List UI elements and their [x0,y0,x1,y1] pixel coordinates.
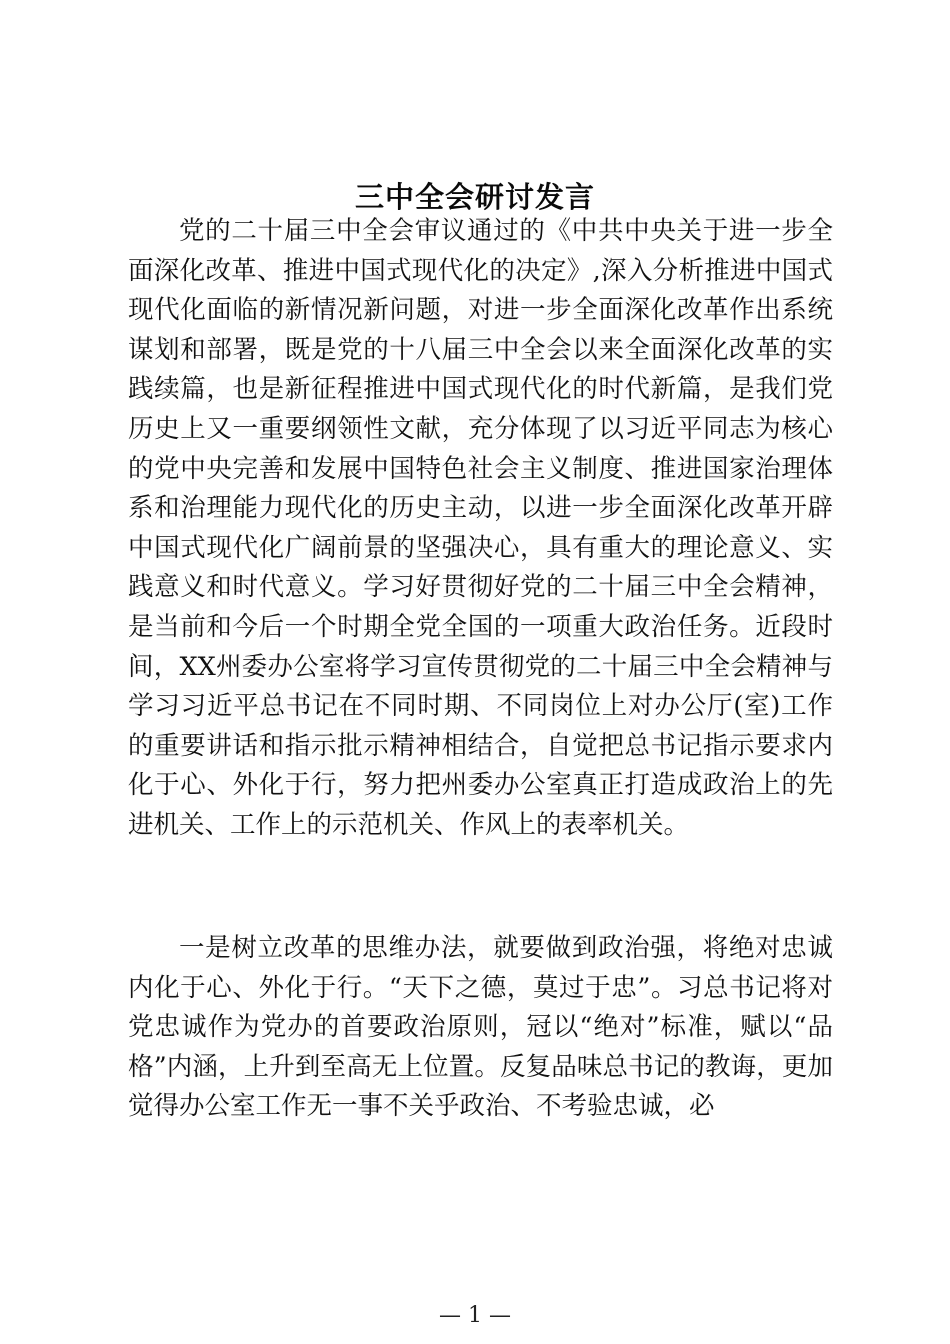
document-title: 三中全会研讨发言 [354,180,595,214]
body-paragraph-2: 一是树立改革的思维办法，就要做到政治强，将绝对忠诚内化于心、外化于行。“天下之德，莫过于忠”。习总书记将对党忠诚作为党办的首要政治原则，冠以“绝对”标准，赋以“品格”内涵，上升到至高无上位置。反复品味总书记的教诲，更加觉得办公室工作无一事不关乎政治、不考验忠诚，必 [128,933,833,1122]
page-number: — 1 — [439,1303,511,1328]
body-paragraph-1: 党的二十届三中全会审议通过的《中共中央关于进一步全面深化改革、推进中国式现代化的决定》,深入分析推进中国式现代化面临的新情况新问题，对进一步全面深化改革作出系统谋划和部署，既是党的十八届三中全会以来全面深化改革的实践续篇，也是新征程推进中国式现代化的时代新篇，是我们党历史上又一重要纲领性文献，充分体现了以习近平同志为核心的党中央完善和发展中国特色社会主义制度、推进国家治理体系和治理能力现代化的历史主动，以进一步全面深化改革开辟中国式现代化广阔前景的坚强决心，具有重大的理论意义、实践意义和时代意义。学习好贯彻好党的二十届三中全会精神，是当前和今后一个时期全党全国的一项重大政治任务。近段时间，XX州委办公室将学习宣传贯彻党的二十届三中全会精神与学习习近平总书记在不同时期、不同岗位上对办公厅(室)工作的重要讲话和指示批示精神相结合，自觉把总书记指示要求内化于心、外化于行，努力把州委办公室真正打造成政治上的先进机关、工作上的示范机关、作风上的表率机关。 [128,216,833,840]
